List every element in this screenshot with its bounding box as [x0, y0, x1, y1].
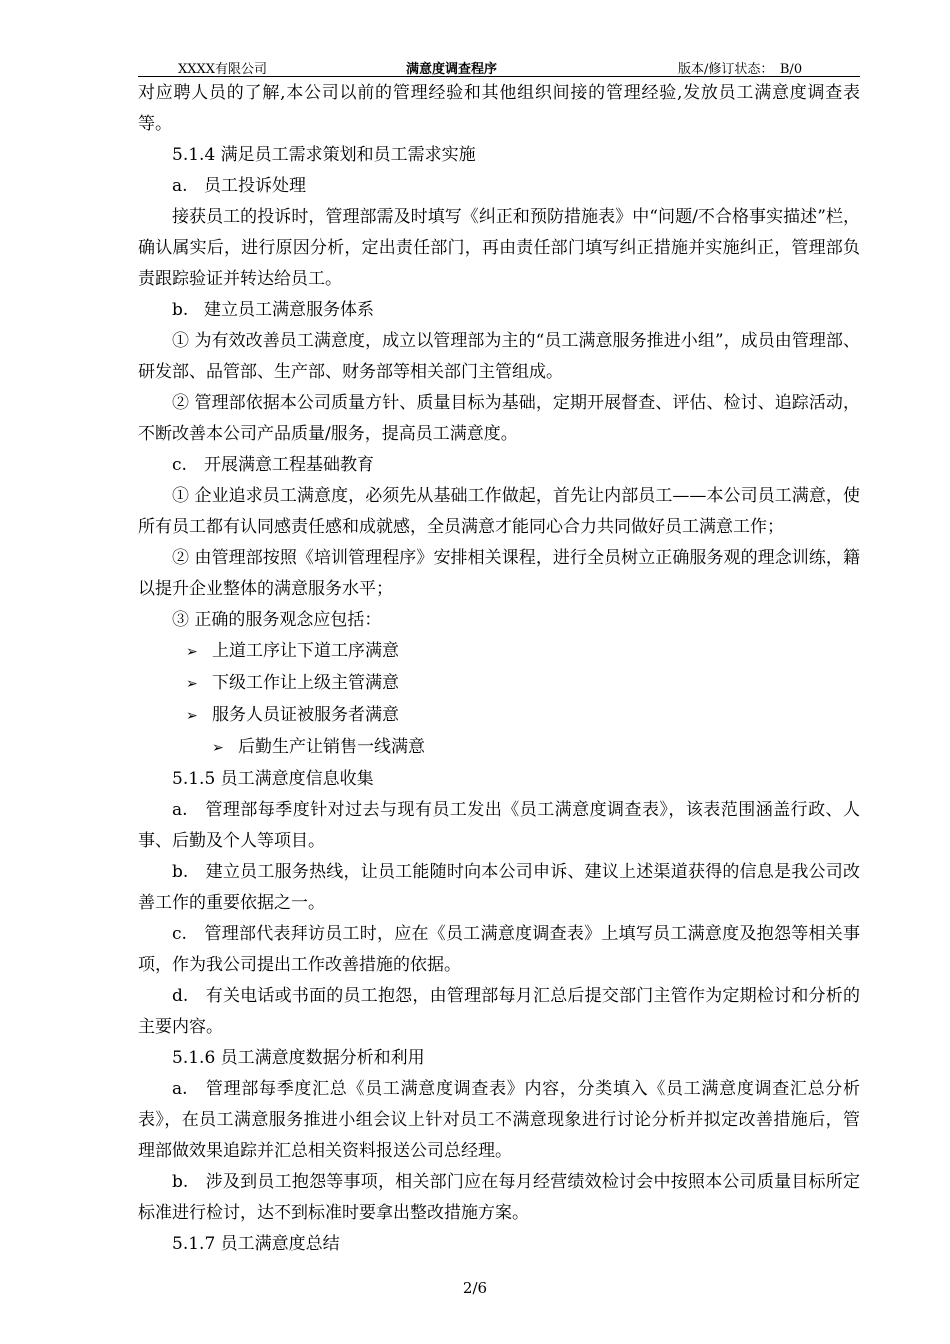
section-heading-5-1-4: 5.1.4 满足员工需求策划和员工需求实施: [172, 145, 476, 165]
document-body: [138, 78, 860, 1260]
subheading-text: 开展满意工程基础教育: [204, 455, 374, 475]
subheading-label: a.: [172, 176, 188, 196]
page-number: 2/6: [462, 1279, 488, 1297]
paragraph: a. 管理部每季度汇总《员工满意度调查表》内容，分类填入《员工满意度调查汇总分析表》，在员工满意服务推进小组会议上针对员工不满意现象进行讨论分析并拟定改善措施后，管理部做效果追踪并汇总相关资料报送公司总经理。: [138, 1079, 860, 1161]
paragraph: d. 有关电话或书面的员工抱怨，由管理部每月汇总后提交部门主管作为定期检讨和分析的主要内容。: [138, 986, 860, 1037]
section-heading-5-1-6: 5.1.6 员工满意度数据分析和利用: [172, 1048, 425, 1068]
paragraph: ① 为有效改善员工满意度，成立以管理部为主的“员工满意服务推进小组”，成员由管理部、研发部、品管部、生产部、财务部等相关部门主管组成。: [138, 331, 860, 382]
paragraph: ③ 正确的服务观念应包括：: [172, 610, 382, 630]
header-company: XXXX有限公司: [178, 62, 268, 77]
subheading-label: b.: [172, 300, 189, 320]
arrow-bullet-icon: ➢: [186, 676, 198, 692]
arrow-bullet-icon: ➢: [186, 644, 198, 660]
page-header: [138, 56, 860, 77]
list-item-text: 上道工序让下道工序满意: [212, 641, 399, 661]
paragraph: c. 管理部代表拜访员工时，应在《员工满意度调查表》上填写员工满意度及抱怨等相关事项，作为我公司提出工作改善措施的依据。: [138, 924, 860, 975]
subheading-a: [138, 171, 860, 202]
section-heading-5-1-5: 5.1.5 员工满意度信息收集: [172, 769, 374, 789]
arrow-bullet-icon: ➢: [186, 708, 198, 724]
section-heading-5-1-7: 5.1.7 员工满意度总结: [172, 1234, 340, 1254]
header-version: 版本/修订状态： B/0: [678, 62, 803, 77]
paragraph: ② 由管理部按照《培训管理程序》安排相关课程，进行全员树立正确服务观的理念训练，籍以提升企业整体的满意服务水平；: [138, 548, 860, 599]
list-item: [138, 732, 860, 764]
subheading-text: 建立员工满意服务体系: [204, 300, 374, 320]
list-item-text: 下级工作让上级主管满意: [212, 673, 399, 693]
paragraph: b. 涉及到员工抱怨等事项，相关部门应在每月经营绩效检讨会中按照本公司质量目标所定标准进行检讨，达不到标准时要拿出整改措施方案。: [138, 1172, 860, 1223]
paragraph: 接获员工的投诉时，管理部需及时填写《纠正和预防措施表》中“问题/不合格事实描述”栏，确认属实后，进行原因分析，定出责任部门，再由责任部门填写纠正措施并实施纠正，管理部负责跟踪验证并转达给员工。: [138, 207, 860, 289]
subheading-c: [138, 450, 860, 481]
paragraph: b. 建立员工服务热线，让员工能随时向本公司申诉、建议上述渠道获得的信息是我公司改善工作的重要依据之一。: [138, 862, 860, 913]
list-item: [138, 636, 860, 668]
paragraph: 对应聘人员的了解,本公司以前的管理经验和其他组织间接的管理经验,发放员工满意度调查表等。: [138, 83, 860, 134]
list-item: [138, 668, 860, 700]
list-item-text: 后勤生产让销售一线满意: [238, 737, 425, 757]
subheading-label: c.: [172, 455, 187, 475]
subheading-text: 员工投诉处理: [204, 176, 306, 196]
subheading-b: [138, 295, 860, 326]
header-title: 满意度调查程序: [406, 62, 498, 77]
list-item-text: 服务人员证被服务者满意: [212, 705, 399, 725]
arrow-bullet-icon: ➢: [212, 740, 224, 756]
paragraph: ① 企业追求员工满意度，必须先从基础工作做起，首先让内部员工——本公司员工满意，使所有员工都有认同感责任感和成就感，全员满意才能同心合力共同做好员工满意工作；: [138, 486, 860, 537]
paragraph: ② 管理部依据本公司质量方针、质量目标为基础，定期开展督查、评估、检讨、追踪活动，不断改善本公司产品质量/服务，提高员工满意度。: [138, 393, 860, 444]
list-item: [138, 700, 860, 732]
paragraph: a. 管理部每季度针对过去与现有员工发出《员工满意度调查表》，该表范围涵盖行政、人事、后勤及个人等项目。: [138, 800, 860, 851]
